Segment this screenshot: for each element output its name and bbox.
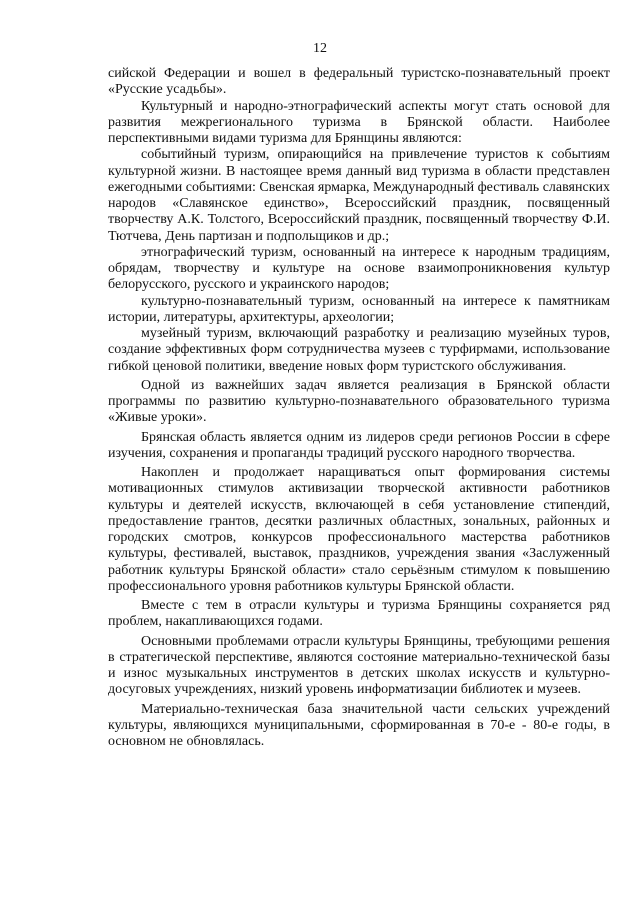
paragraph: Брянская область является одним из лидеров среди регионов России в сфере изучения, сохранения и пропаганды традиций русского народного творчества. [108,429,610,461]
paragraph: Материально-техническая база значительной части сельских учреждений культуры, являющихся муниципальными, сформированная в 70-е - 80-е годы, в основном не обновлялась. [108,701,610,749]
paragraph: культурно-познавательный туризм, основанный на интересе к памятникам истории, литературы, архитектуры, археологии; [108,293,610,325]
paragraph: Одной из важнейших задач является реализация в Брянской области программы по развитию культурно-познавательного образовательного туризма «Живые уроки». [108,377,610,426]
paragraph: Основными проблемами отрасли культуры Брянщины, требующими решения в стратегической перспективе, являются состояние материально-технической базы и износ музыкальных инструментов в детских школах искусств и культурно-досуговых учреждениях, низкий уровень информатизации библиотек и музеев. [108,633,610,698]
page-number: 12 [313,41,327,56]
paragraph: этнографический туризм, основанный на интересе к народным традициям, обрядам, творчеству и культуре на основе взаимопроникновения культур белорусского, русского и украинского народов; [108,244,610,293]
paragraph: Вместе с тем в отрасли культуры и туризма Брянщины сохраняется ряд проблем, накапливающихся годами. [108,598,610,630]
paragraph: Накоплен и продолжает наращиваться опыт формирования системы мотивационных стимулов активизации творческой активности работников культуры и деятелей искусств, включающей в себя установление стипендий, предоставление грантов, десятки различных областных, зональных, районных и городских смотров, конкурсов профессионального мастерства работников культуры, фестивалей, выставок, праздников, учреждения звания «Заслуженный работник культуры Брянской области» стало серьёзным стимулом к повышению профессионального уровня работников культуры Брянской области. [108,465,610,594]
paragraph: Культурный и народно-этнографический аспекты могут стать основой для развития межрегионального туризма в Брянской области. Наиболее перспективными видами туризма для Брянщины являются: [108,98,610,146]
paragraph: сийской Федерации и вошел в федеральный туристско-познавательный проект «Русские усадьбы». [108,66,610,98]
paragraph: событийный туризм, опирающийся на привлечение туристов к событиям культурной жизни. В настоящее время данный вид туризма в области представлен ежегодными событиями: Свенская ярмарка, Международный фестиваль славянских народов «Славянское единство», Всероссийский праздник, посвященный творчеству А.К. Толстого, Всероссийский праздник, посвященный творчеству Ф.И. Тютчева, День партизан и подпольщиков и др.; [108,147,610,244]
body-text [108,66,610,750]
paragraph: музейный туризм, включающий разработку и реализацию музейных туров, создание эффективных форм сотрудничества музеев с турфирмами, использование гибкой ценовой политики, введение новых форм туристского обслуживания. [108,326,610,374]
